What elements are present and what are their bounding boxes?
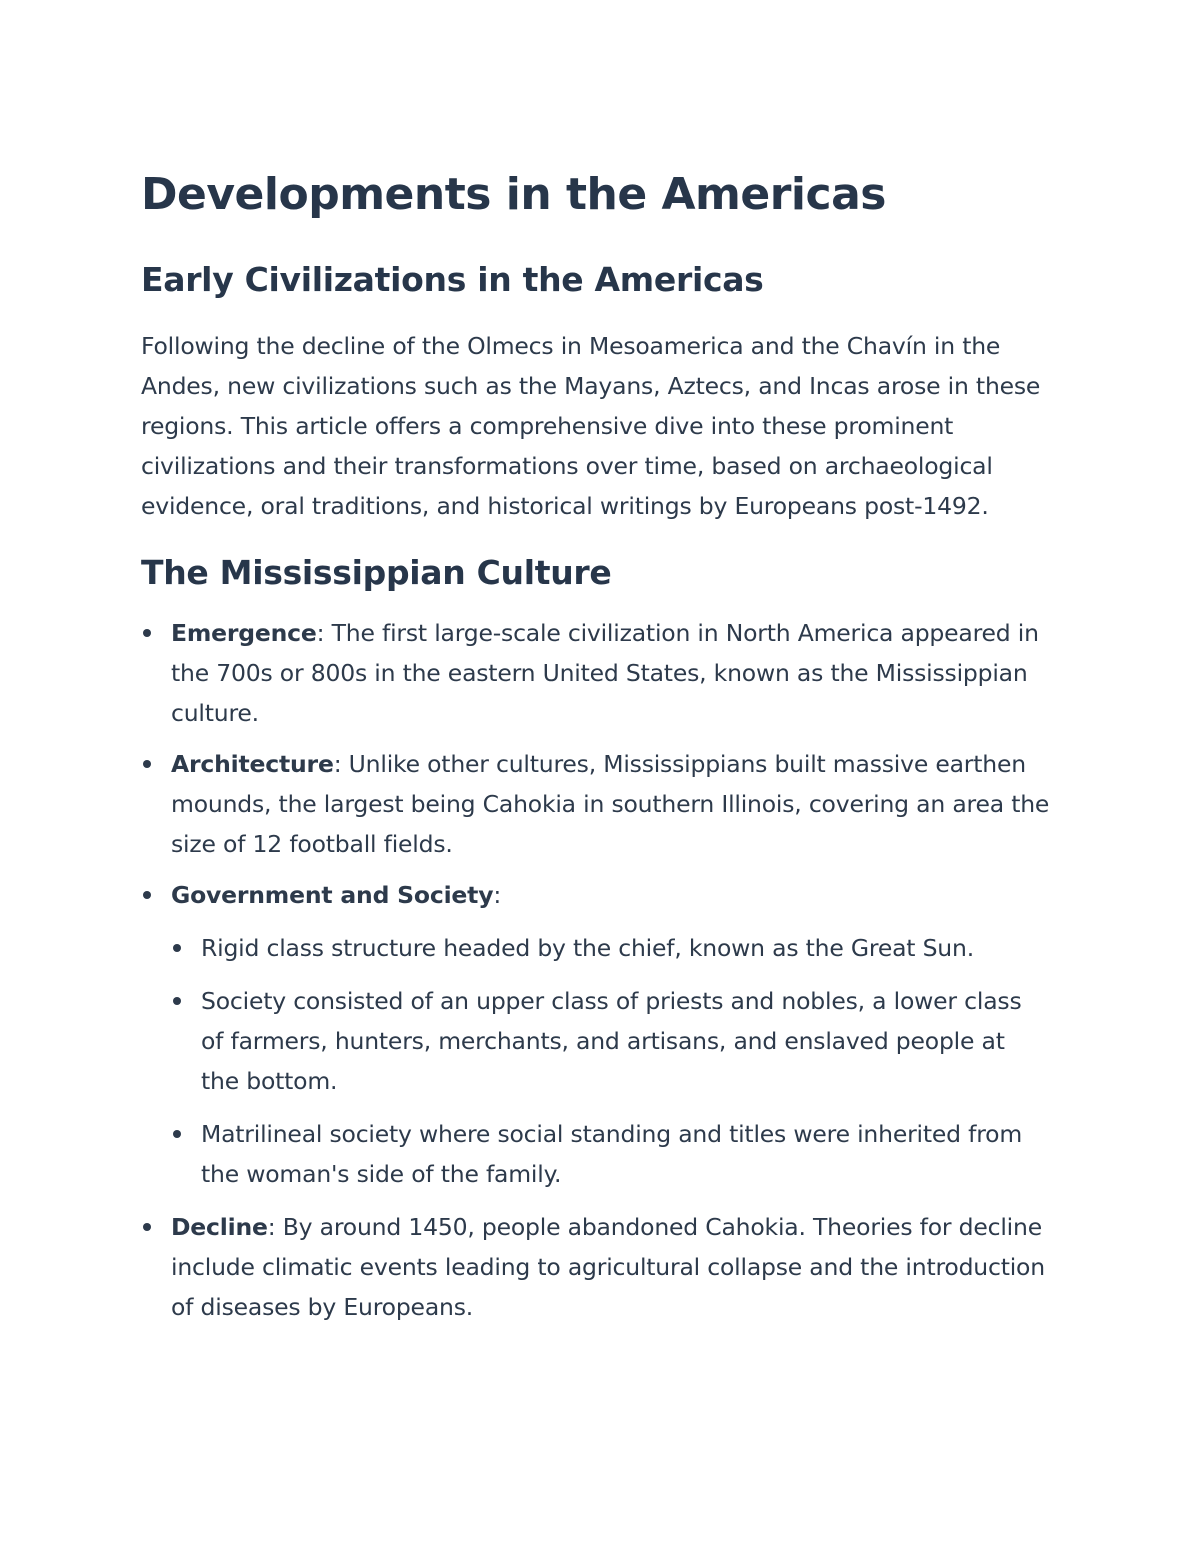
sublist-item [171, 928, 1031, 968]
section-heading-early-civilizations: Early Civilizations in the Americas [141, 260, 764, 299]
list-item-emergence [141, 613, 1060, 733]
list-item-government-and-society [141, 875, 1060, 1194]
bullet-icon [143, 760, 151, 768]
bullet-icon [173, 1130, 181, 1138]
sublist-item [171, 981, 1031, 1101]
list-item-term: Decline [171, 1213, 268, 1241]
government-sublist [171, 928, 1060, 1194]
list-item-term: Government and Society [171, 881, 494, 909]
sublist-item-text: Rigid class structure headed by the chief, known as the Great Sun. [201, 934, 974, 962]
sublist-item-text: Society consisted of an upper class of priests and nobles, a lower class of farmers, hunters, merchants, and artisans, and enslaved people at the bottom. [201, 987, 1022, 1095]
list-item-term: Architecture [171, 750, 334, 778]
bullet-icon [143, 629, 151, 637]
bullet-icon [143, 1223, 151, 1231]
list-item-text: : [493, 881, 502, 909]
list-item-decline [141, 1207, 1060, 1327]
list-item-term: Emergence [171, 619, 317, 647]
list-item-architecture [141, 744, 1060, 864]
list-item-text: : By around 1450, people abandoned Cahokia. Theories for decline include climatic events leading to agricultural collapse and the introduction of diseases by Europeans. [171, 1213, 1045, 1321]
mississippian-list [141, 613, 1060, 1327]
list-item-text: : Unlike other cultures, Mississippians built massive earthen mounds, the largest being Cahokia in southern Illinois, covering an area the size of 12 football fields. [171, 750, 1050, 858]
intro-paragraph: Following the decline of the Olmecs in Mesoamerica and the Chavín in the Andes, new civilizations such as the Mayans, Aztecs, and Incas arose in these regions. This article offers a comprehensive dive into these prominent civilizations and their transformations over time, based on archaeological evidence, oral traditions, and historical writings by Europeans post-1492. [141, 332, 1041, 520]
sublist-item [171, 1114, 1031, 1194]
sublist-item-text: Matrilineal society where social standing and titles were inherited from the woman's side of the family. [201, 1120, 1023, 1188]
section-heading-mississippian-culture: The Mississippian Culture [141, 553, 612, 592]
bullet-icon [173, 997, 181, 1005]
list-item-text: : The first large-scale civilization in North America appeared in the 700s or 800s in the eastern United States, known as the Mississippian culture. [171, 619, 1039, 727]
bullet-icon [173, 944, 181, 952]
page-title: Developments in the Americas [141, 169, 886, 220]
bullet-icon [143, 891, 151, 899]
